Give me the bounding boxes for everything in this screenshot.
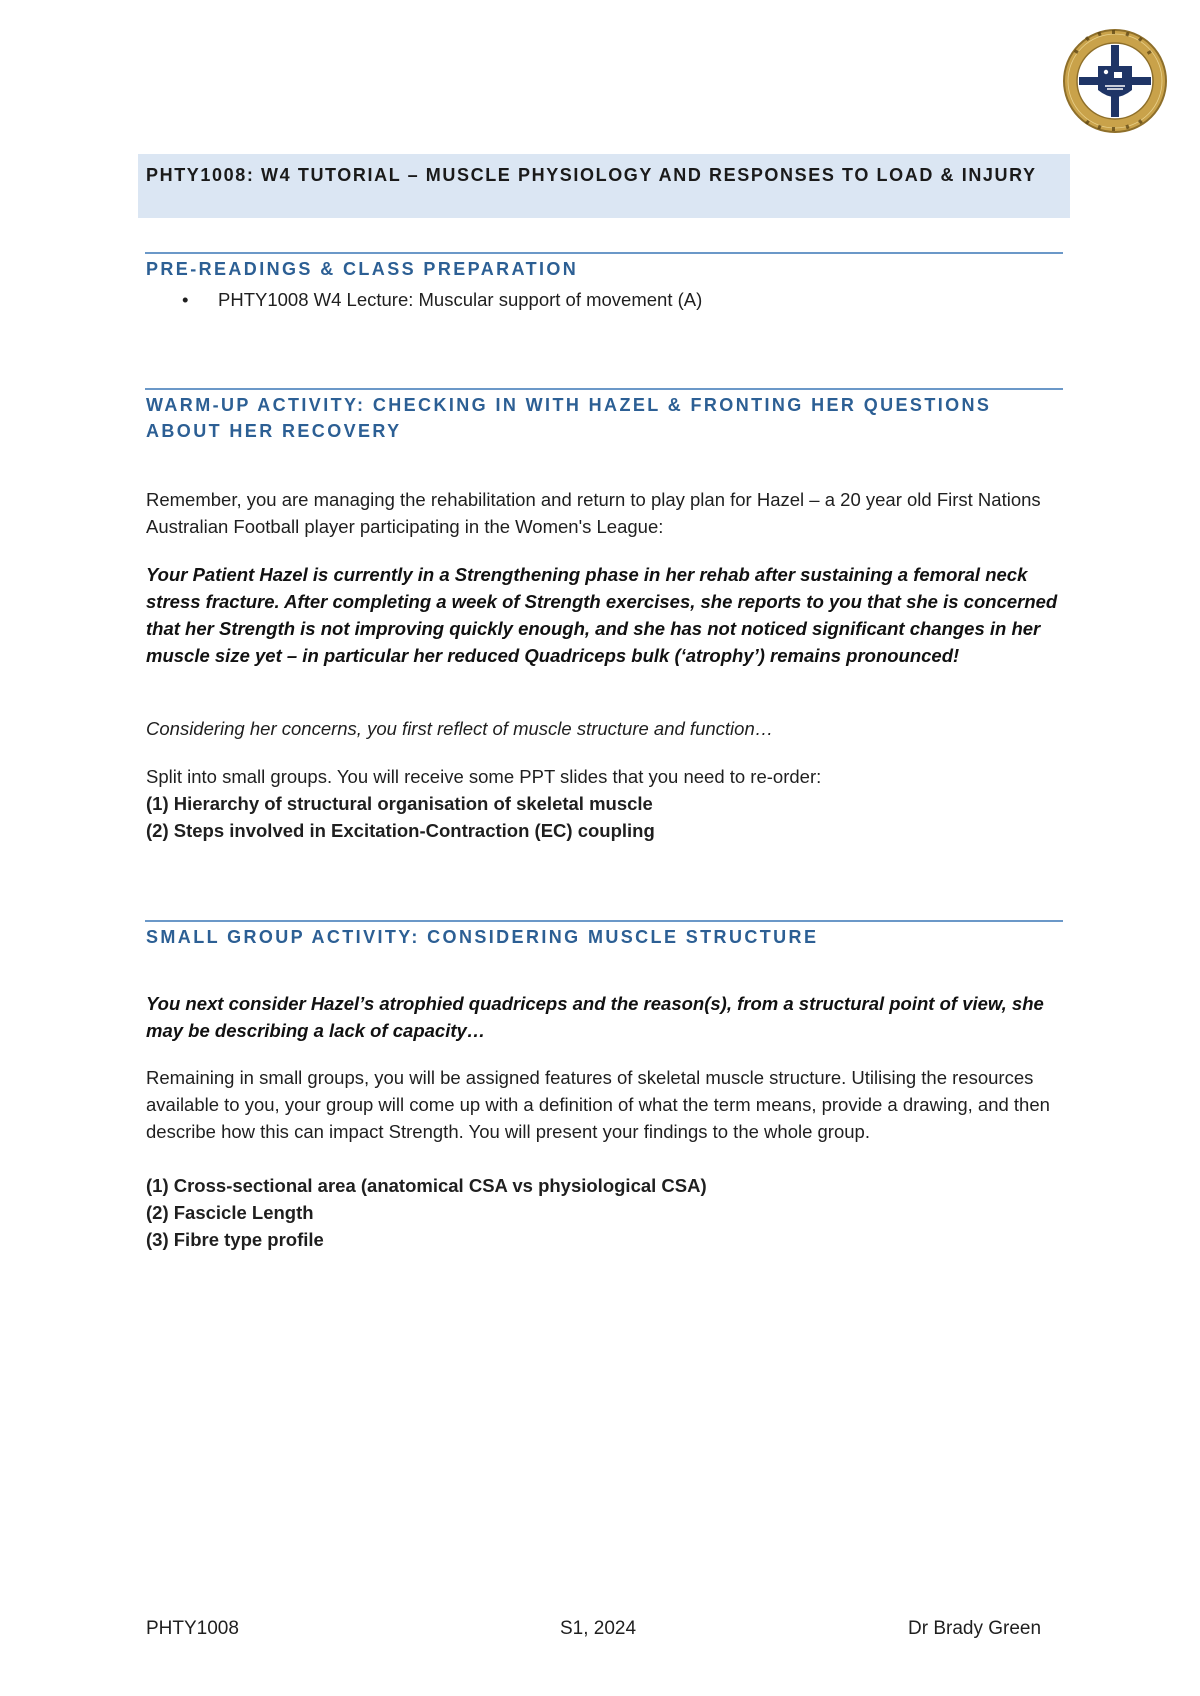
footer-semester: S1, 2024 <box>560 1618 637 1639</box>
small-group-task: (2) Fascicle Length <box>146 1202 314 1223</box>
reading-item-label: PHTY1008 W4 Lecture: Muscular support of movement (A) <box>218 289 703 310</box>
reading-list-item <box>182 286 702 313</box>
small-group-scenario: You next consider Hazel’s atrophied quadriceps and the reason(s), from a structural point of view, she may be describing a lack of capacity… <box>146 993 1044 1041</box>
section-divider <box>145 920 1063 922</box>
bullet-icon: • <box>182 289 189 310</box>
section-divider <box>145 388 1063 390</box>
warm-up-intro: Remember, you are managing the rehabilitation and return to play plan for Hazel – a 20 year old First Nations Australian Football player participating in the Women's League: <box>146 489 1041 537</box>
section-heading-small-group: SMALL GROUP ACTIVITY: CONSIDERING MUSCLE STRUCTURE <box>146 927 819 947</box>
warm-up-scenario: Your Patient Hazel is currently in a Strengthening phase in her rehab after sustaining a femoral neck stress fracture. After completing a week of Strength exercises, she reports to you that she is concerned that her Strength is not improving quickly enough, and she has not noticed significant changes in her muscle size yet – in particular her reduced Quadriceps bulk (‘atrophy’) remains pronounced! <box>146 564 1058 666</box>
section-heading-warm-up: WARM-UP ACTIVITY: CHECKING IN WITH HAZEL & FRONTING HER QUESTIONS ABOUT HER RECOVERY <box>146 395 992 441</box>
footer-author: Dr Brady Green <box>908 1618 1042 1639</box>
warm-up-instruction: Split into small groups. You will receive some PPT slides that you need to re-order: <box>146 766 822 787</box>
small-group-task: (3) Fibre type profile <box>146 1229 324 1250</box>
small-group-instruction: Remaining in small groups, you will be assigned features of skeletal muscle structure. Utilising the resources available to you, your group will come up with a definition of what the term means, provide a drawing, and then describe how this can impact Strength. You will present your findings to the whole group. <box>146 1067 1050 1142</box>
warm-up-task: (2) Steps involved in Excitation-Contraction (EC) coupling <box>146 820 655 841</box>
warm-up-task: (1) Hierarchy of structural organisation of skeletal muscle <box>146 793 653 814</box>
small-group-task: (1) Cross-sectional area (anatomical CSA vs physiological CSA) <box>146 1175 707 1196</box>
section-divider <box>145 252 1063 254</box>
section-heading-pre-readings: PRE-READINGS & CLASS PREPARATION <box>146 259 579 279</box>
university-logo <box>1062 28 1168 134</box>
warm-up-reflection: Considering her concerns, you first reflect of muscle structure and function… <box>146 718 774 739</box>
document-title: PHTY1008: W4 TUTORIAL – MUSCLE PHYSIOLOGY AND RESPONSES TO LOAD & INJURY <box>138 154 1070 218</box>
footer-course-code: PHTY1008 <box>146 1618 239 1639</box>
